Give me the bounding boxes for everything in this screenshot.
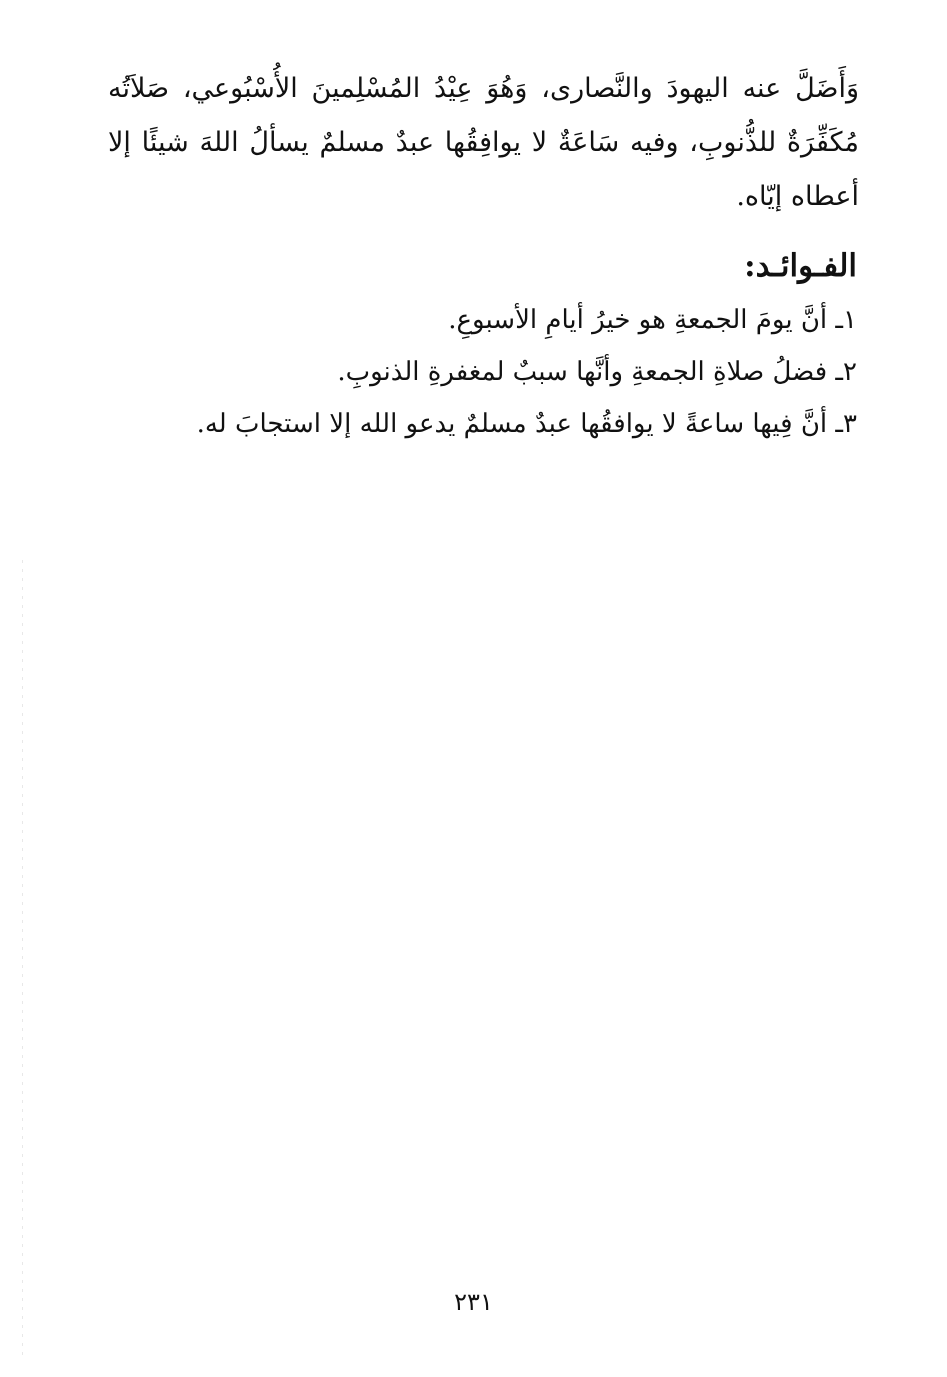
benefit-item: ٣ـ أنَّ فِيها ساعةً لا يوافقُها عبدٌ مسلمٌ يدعو الله إلا استجابَ له. xyxy=(196,409,857,439)
paragraph-line: وَأَضَلَّ عنه اليهودَ والنَّصارى، وَهُوَ عِيْدُ المُسْلِمينَ الأُسْبُوعي، صَلاَتُه xyxy=(108,73,859,104)
benefit-item: ٢ـ فضلُ صلاةِ الجمعةِ وأنَّها سببٌ لمغفرةِ الذنوبِ. xyxy=(337,357,857,387)
scan-edge-artifact xyxy=(22,560,23,1360)
benefits-heading: الفـوائـد: xyxy=(744,248,857,284)
page-number: ٢٣١ xyxy=(454,1288,493,1316)
hadith-paragraph xyxy=(108,62,859,224)
benefits-list xyxy=(197,294,857,450)
paragraph-line: أعطاه إيّاه. xyxy=(736,181,859,212)
paragraph-line: مُكَفِّرَةٌ للذُّنوبِ، وفيه سَاعَةٌ لا يوافِقُها عبدٌ مسلمٌ يسألُ اللهَ شيئًا إلا xyxy=(108,127,859,158)
benefit-item: ١ـ أنَّ يومَ الجمعةِ هو خيرُ أيامِ الأسبوعِ. xyxy=(448,305,857,335)
